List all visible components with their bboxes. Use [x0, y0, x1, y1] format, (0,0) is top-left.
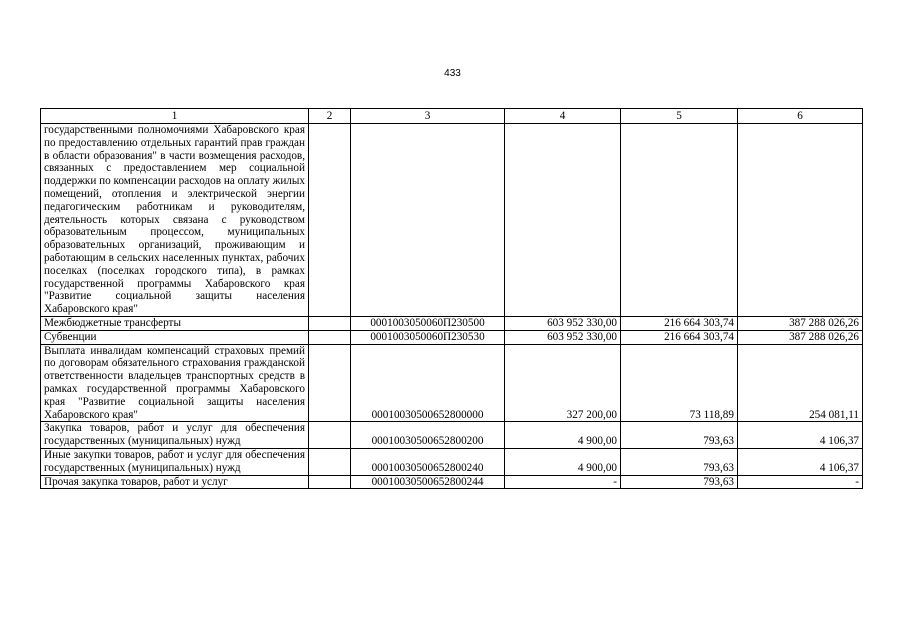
row-value-6 — [738, 124, 863, 317]
row-col2 — [309, 316, 351, 330]
row-value-5: 73 118,89 — [621, 344, 738, 422]
row-code: 00010030500652800244 — [351, 475, 505, 489]
row-value-5: 793,63 — [621, 448, 738, 475]
row-code: 00010030500652800000 — [351, 344, 505, 422]
header-col-6: 6 — [738, 109, 863, 124]
table-row — [41, 448, 863, 475]
row-code: 00010030500652800200 — [351, 422, 505, 449]
table-row — [41, 344, 863, 422]
row-value-5 — [621, 124, 738, 317]
row-value-4: 603 952 330,00 — [505, 316, 621, 330]
row-value-5: 216 664 303,74 — [621, 316, 738, 330]
header-col-1: 1 — [41, 109, 309, 124]
row-value-6: 387 288 026,26 — [738, 330, 863, 344]
table-row — [41, 124, 863, 317]
row-value-5: 793,63 — [621, 422, 738, 449]
row-col2 — [309, 344, 351, 422]
row-value-4: 4 900,00 — [505, 448, 621, 475]
row-code: 0001003050060П230500 — [351, 316, 505, 330]
header-col-4: 4 — [505, 109, 621, 124]
table-row — [41, 330, 863, 344]
row-col2 — [309, 448, 351, 475]
row-name: государственными полномочиями Хабаровского края по предоставлению отдельных гарантий прав граждан в области образования" в части возмещения расходов, связанных с предоставлением мер социальной поддержки по компенсации расходов на оплату жилых помещений, отопления и электрической энергии педагогическим работникам и руководителям, деятельность которых связана с руководством образовательным процессом, муниципальных образовательных организаций, проживающим и работающим в сельских населенных пунктах, рабочих поселках (поселках городского типа), в рамках государственной программы Хабаровского края "Развитие социальной защиты населения Хабаровского края" — [41, 124, 309, 317]
row-value-4: - — [505, 475, 621, 489]
row-value-6: 254 081,11 — [738, 344, 863, 422]
table-row — [41, 316, 863, 330]
row-code: 0001003050060П230530 — [351, 330, 505, 344]
row-value-6: 4 106,37 — [738, 422, 863, 449]
row-name: Выплата инвалидам компенсаций страховых премий по договорам обязательного страхования гражданской ответственности владельцев транспортных средств в рамках государственной программы Хабаровского края "Развитие социальной защиты населения Хабаровского края" — [41, 344, 309, 422]
header-col-3: 3 — [351, 109, 505, 124]
row-value-4: 4 900,00 — [505, 422, 621, 449]
row-value-6: 387 288 026,26 — [738, 316, 863, 330]
row-value-4: 327 200,00 — [505, 344, 621, 422]
row-value-6: 4 106,37 — [738, 448, 863, 475]
row-code: 00010030500652800240 — [351, 448, 505, 475]
row-col2 — [309, 475, 351, 489]
row-name: Иные закупки товаров, работ и услуг для обеспечения государственных (муниципальных) нужд — [41, 448, 309, 475]
row-name: Межбюджетные трансферты — [41, 316, 309, 330]
row-name: Субвенции — [41, 330, 309, 344]
row-name: Закупка товаров, работ и услуг для обеспечения государственных (муниципальных) нужд — [41, 422, 309, 449]
row-name: Прочая закупка товаров, работ и услуг — [41, 475, 309, 489]
budget-table — [40, 108, 863, 489]
header-col-2: 2 — [309, 109, 351, 124]
row-col2 — [309, 330, 351, 344]
row-value-5: 793,63 — [621, 475, 738, 489]
row-col2 — [309, 124, 351, 317]
page-number: 433 — [444, 68, 461, 79]
row-value-5: 216 664 303,74 — [621, 330, 738, 344]
table-row — [41, 475, 863, 489]
row-value-4 — [505, 124, 621, 317]
row-code — [351, 124, 505, 317]
row-col2 — [309, 422, 351, 449]
table-row — [41, 422, 863, 449]
header-row — [41, 109, 863, 124]
header-col-5: 5 — [621, 109, 738, 124]
row-value-6: - — [738, 475, 863, 489]
row-value-4: 603 952 330,00 — [505, 330, 621, 344]
